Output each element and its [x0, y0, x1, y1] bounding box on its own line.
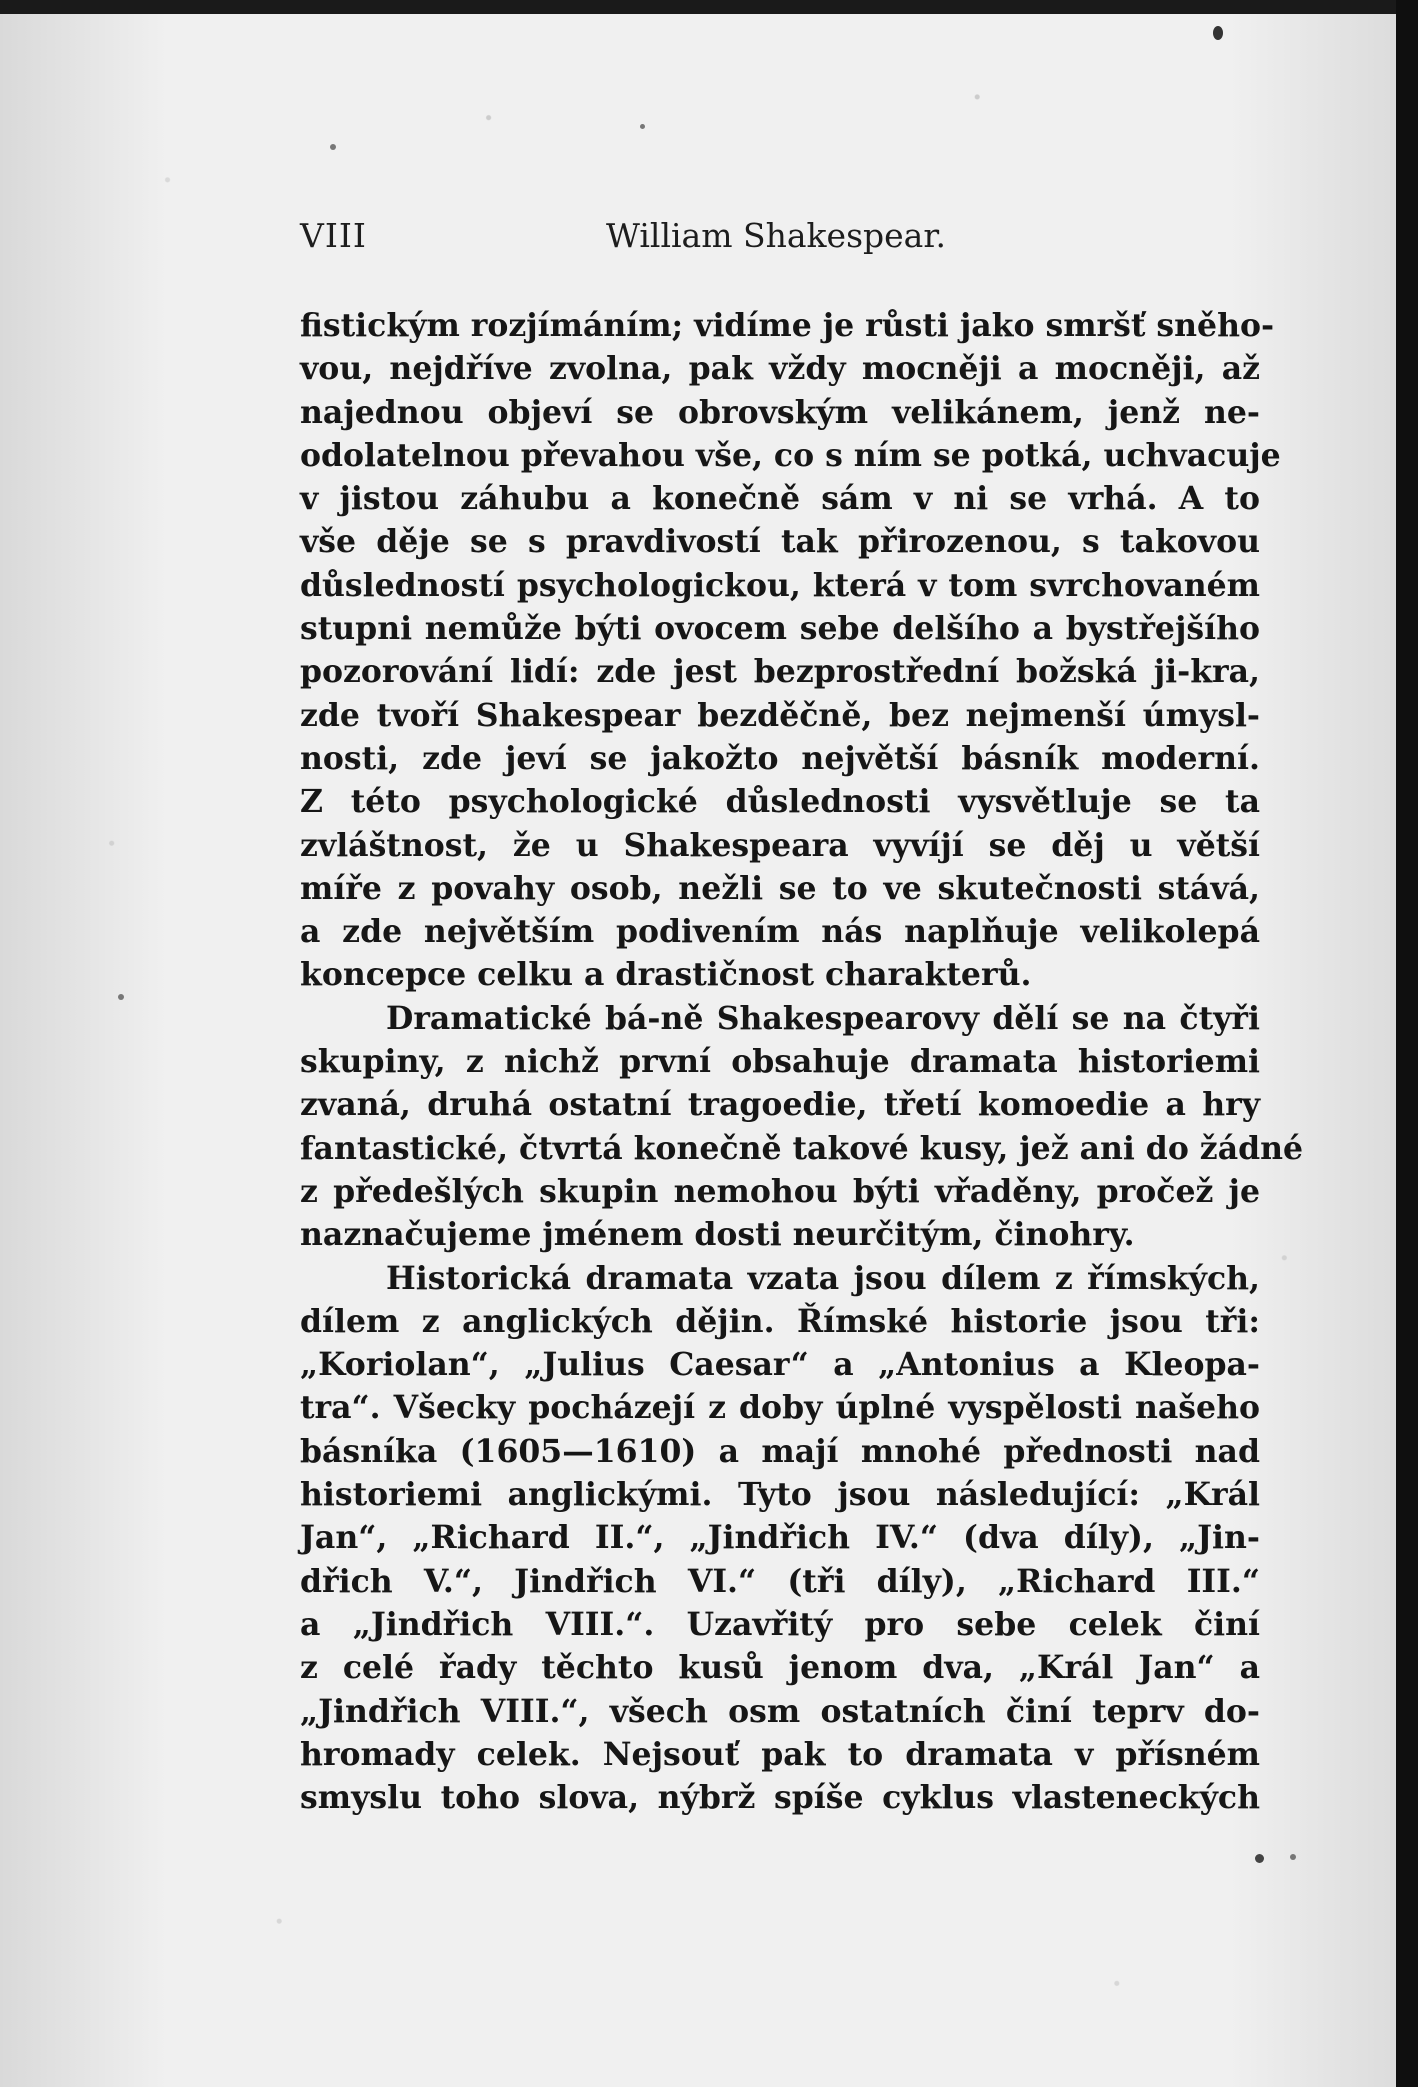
- text-line: smyslu toho slova, nýbrž spíše cyklus vlasteneckých: [300, 1779, 1260, 1817]
- page-number: VIII: [300, 216, 367, 255]
- text-line: fantastické, čtvrtá konečně takové kusy, jež ani do žádné: [300, 1129, 1304, 1167]
- text-line: zvaná, druhá ostatní tragoedie, třetí komoedie a hry: [300, 1086, 1260, 1124]
- text-line: koncepce celku a drastičnost charakterů.: [300, 956, 1032, 994]
- text-line: dílem z anglických dějin. Římské historie jsou tři:: [300, 1302, 1260, 1340]
- text-line: „Koriolan“, „Julius Caesar“ a „Antonius a Kleopa-: [300, 1346, 1260, 1384]
- scan-speck: [640, 124, 645, 129]
- text-line: naznačujeme jménem dosti neurčitým, činohry.: [300, 1216, 1135, 1254]
- text-line: nosti, zde jeví se jakožto největší básník moderní.: [300, 739, 1260, 777]
- text-line: tra“. Všecky pocházejí z doby úplné vyspělosti našeho: [300, 1389, 1260, 1427]
- text-line: z předešlých skupin nemohou býti vřaděny, pročež je: [300, 1172, 1260, 1210]
- paragraph-3: [300, 1257, 1260, 1820]
- scan-edge: [1396, 0, 1418, 2087]
- scan-speck: [1290, 1854, 1296, 1860]
- text-line: z celé řady těchto kusů jenom dva, „Král Jan“ a: [300, 1649, 1260, 1687]
- text-line: básníka (1605—1610) a mají mnohé přednosti nad: [300, 1432, 1260, 1470]
- body-text: [300, 304, 1304, 1819]
- text-line: najednou objeví se obrovským velikánem, jenž ne-: [300, 393, 1260, 431]
- text-line: hromady celek. Nejsouť pak to dramata v přísném: [300, 1735, 1260, 1773]
- text-line: a „Jindřich VIII.“. Uzavřitý pro sebe celek činí: [300, 1605, 1260, 1643]
- page-header: [300, 202, 1280, 262]
- text-line: zvláštnost, že u Shakespeara vyvíjí se děj u větší: [300, 826, 1260, 864]
- text-line: Jan“, „Richard II.“, „Jindřich IV.“ (dva díly), „Jin-: [300, 1519, 1260, 1557]
- text-line: vše děje se s pravdivostí tak přirozenou, s takovou: [300, 523, 1260, 561]
- text-line: skupiny, z nichž první obsahuje dramata historiemi: [300, 1043, 1260, 1081]
- paragraph-1: [300, 304, 1281, 997]
- text-line: vou, nejdříve zvolna, pak vždy mocněji a mocněji, až: [300, 350, 1260, 388]
- text-line: a zde největším podivením nás naplňuje velikolepá: [300, 913, 1260, 951]
- text-line: zde tvoří Shakespear bezděčně, bez nejmenší úmysl-: [300, 696, 1260, 734]
- scan-speck: [1213, 26, 1223, 40]
- text-line: Dramatické bá-ně Shakespearovy dělí se na čtyři: [386, 999, 1260, 1037]
- text-line: „Jindřich VIII.“, všech osm ostatních činí teprv do-: [300, 1692, 1260, 1730]
- book-page: [0, 14, 1396, 2087]
- text-line: pozorování lidí: zde jest bezprostřední božská ji-kra,: [300, 653, 1260, 691]
- scan-speck: [118, 994, 124, 1000]
- text-line: míře z povahy osob, nežli se to ve skutečnosti stává,: [300, 869, 1260, 907]
- text-line: důsledností psychologickou, která v tom svrchovaném: [300, 566, 1260, 604]
- text-line: fistickým rozjímáním; vidíme je růsti jako smršť sněho-: [300, 307, 1275, 344]
- scan-speck: [330, 144, 336, 150]
- text-line: v jistou záhubu a konečně sám v ni se vrhá. A to: [300, 480, 1260, 518]
- text-line: dřich V.“, Jindřich VI.“ (tři díly), „Richard III.“: [300, 1562, 1260, 1600]
- paragraph-2: [300, 997, 1304, 1257]
- text-line: Z této psychologické důslednosti vysvětluje se ta: [300, 783, 1260, 821]
- text-line: Historická dramata vzata jsou dílem z římských,: [386, 1259, 1260, 1297]
- text-line: odolatelnou převahou vše, co s ním se potká, uchvacuje: [300, 436, 1281, 474]
- text-line: stupni nemůže býti ovocem sebe delšího a bystřejšího: [300, 610, 1260, 648]
- text-line: historiemi anglickými. Tyto jsou následující: „Král: [300, 1476, 1260, 1514]
- scan-speck: [1255, 1854, 1264, 1863]
- running-title: William Shakespear.: [606, 216, 946, 255]
